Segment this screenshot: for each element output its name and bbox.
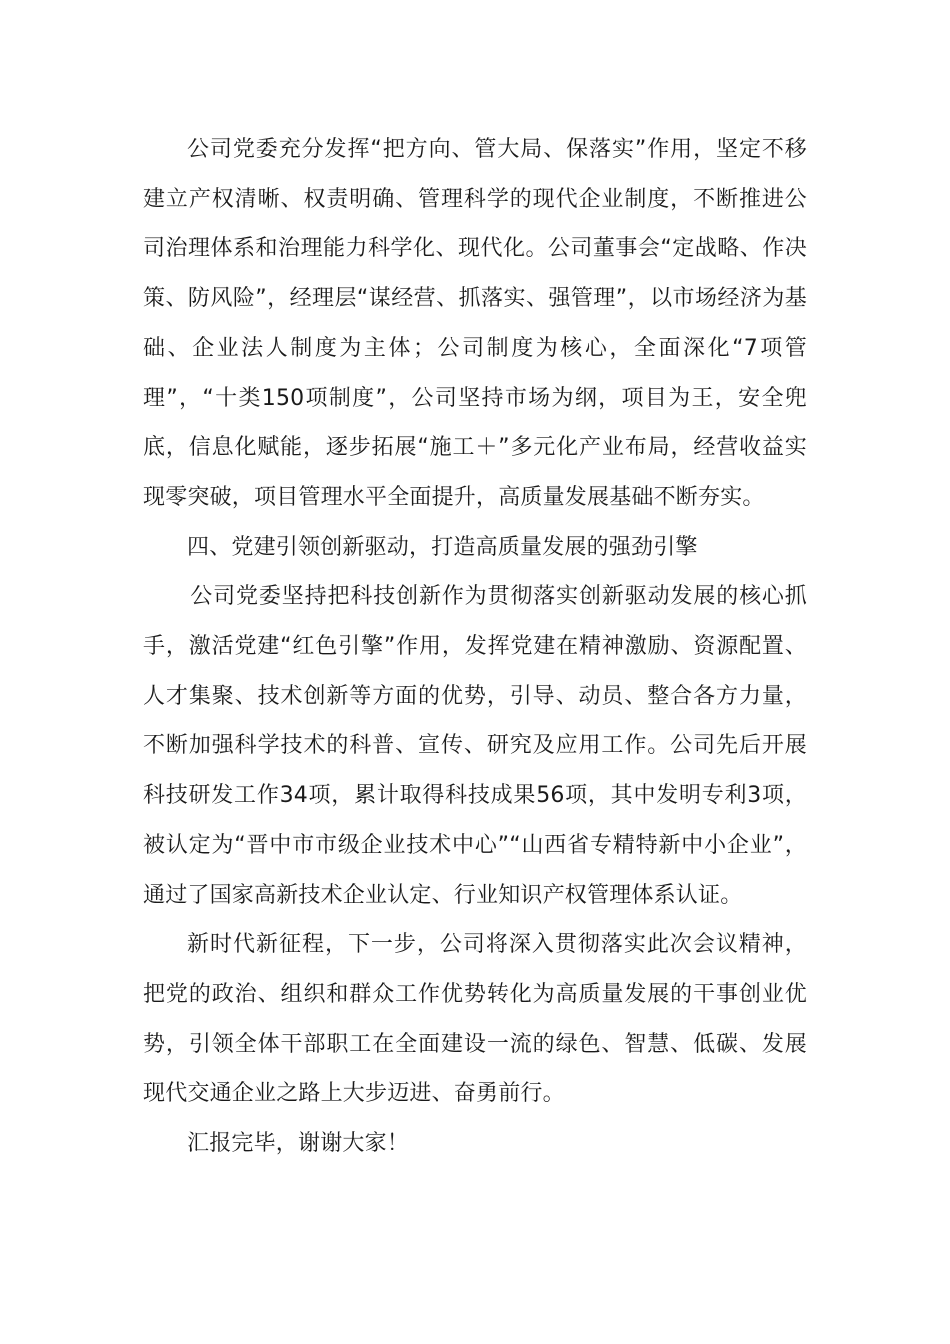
section-heading-innovation: 四、党建引领创新驱动，打造高质量发展的强劲引擎 bbox=[187, 534, 698, 560]
paragraph-next-steps: 新时代新征程，下一步，公司将深入贯彻落实此次会议精神，把党的政治、组织和群众工作优势转化为高质量发展的干事创业优势，引领全体干部职工在全面建设一流的绿色、智慧、低碳、发展现代交通企业之路上大步迈进、奋勇前行。 bbox=[143, 932, 807, 1107]
paragraph-closing: 汇报完毕，谢谢大家！ bbox=[187, 1131, 410, 1157]
paragraph-governance: 公司党委充分发挥“把方向、管大局、保落实”作用，坚定不移建立产权清晰、权责明确、管理科学的现代企业制度，不断推进公司治理体系和治理能力科学化、现代化。公司董事会“定战略、作决策、防风险”，经理层“谋经营、抓落实、强管理”，以市场经济为基础、企业法人制度为主体；公司制度为核心，全面深化“7项管理”，“十类150项制度”，公司坚持市场为纲，项目为王，安全兜底，信息化赋能，逐步拓展“施工＋”多元化产业布局，经营收益实现零突破，项目管理水平全面提升，高质量发展基础不断夯实。 bbox=[143, 137, 807, 510]
document-body bbox=[143, 125, 807, 1169]
paragraph-innovation: 公司党委坚持把科技创新作为贯彻落实创新驱动发展的核心抓手，激活党建“红色引擎”作用，发挥党建在精神激励、资源配置、人才集聚、技术创新等方面的优势，引导、动员、整合各方力量，不断加强科学技术的科普、宣传、研究及应用工作。公司先后开展科技研发工作34项，累计取得科技成果56项，其中发明专利3项，被认定为“晋中市市级企业技术中心”“山西省专精特新中小企业”，通过了国家高新技术企业认定、行业知识产权管理体系认证。 bbox=[143, 584, 807, 908]
